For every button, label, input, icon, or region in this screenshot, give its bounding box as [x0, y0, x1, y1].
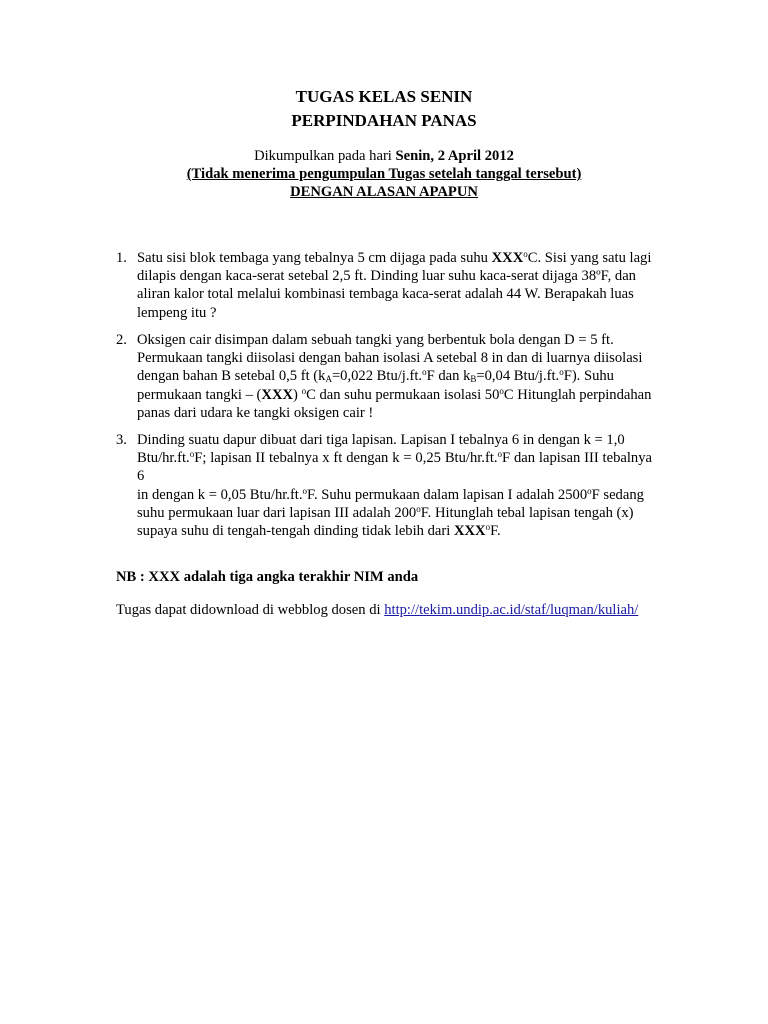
text-run: F; lapisan II tebalnya x ft dengan k = 0,25 Btu/hr.ft. [194, 450, 498, 467]
subscript: A [325, 374, 332, 385]
submission-prefix: Dikumpulkan pada hari [254, 148, 396, 164]
course-title: PERPINDAHAN PANAS [291, 111, 477, 130]
download-line [116, 601, 638, 619]
text-run: F. Suhu permukaan dalam lapisan I adalah 2500 [307, 486, 588, 503]
degree-sign: o [485, 522, 491, 533]
degree-sign: o [416, 503, 421, 514]
late-notice: (Tidak menerima pengumpulan Tugas setelah tanggal tersebut) [186, 166, 582, 182]
text-run: =0,022 Btu/j.ft. [331, 368, 423, 385]
question-line: panas dari udara ke tangki oksigen cair ! [137, 404, 374, 421]
degree-sign: o [189, 449, 195, 460]
question-line: Dinding suatu dapur dibuat dari tiga lapisan. Lapisan I tebalnya 6 in dengan k = 1,0 [137, 432, 625, 448]
text-run: C. Sisi yang satu lagi [527, 250, 652, 266]
text-run: F. [490, 523, 501, 540]
degree-sign: o [301, 385, 307, 396]
text-run: C dan suhu permukaan isolasi 50 [306, 386, 500, 403]
text-run: supaya suhu di tengah-tengah dinding tidak lebih dari [137, 523, 454, 540]
question-line: Permukaan tangki diisolasi dengan bahan isolasi A setebal 8 in dan di luarnya diisolasi [137, 350, 643, 367]
text-run: Btu/hr.ft. [137, 450, 190, 467]
submission-date: Senin, 2 April 2012 [395, 148, 514, 164]
nim-placeholder: XXX [453, 523, 486, 540]
question-line [137, 522, 652, 540]
question-line [137, 449, 652, 485]
text-run: dengan bahan B setebal 0,5 ft (k [137, 368, 326, 385]
subscript: B [470, 374, 477, 385]
submission-line [0, 147, 768, 165]
text-run: F. Hitunglah tebal lapisan tengah (x) [420, 504, 634, 521]
text-run: suhu permukaan luar dari lapisan III adalah 200 [137, 504, 417, 521]
text-run: F sedang [591, 486, 644, 503]
late-notice-emphasis: DENGAN ALASAN APAPUN [290, 184, 478, 200]
degree-sign: o [523, 249, 528, 259]
text-run: ) [293, 386, 302, 403]
question-line [137, 386, 652, 404]
question-number: 2. [116, 332, 127, 348]
text-run: F dan lapisan III tebalnya 6 [137, 450, 652, 485]
question-number: 3. [116, 432, 127, 448]
degree-sign: o [422, 367, 427, 378]
nim-note: NB : XXX adalah tiga angka terakhir NIM anda [116, 569, 419, 585]
question-line: Oksigen cair disimpan dalam sebuah tangki yang berbentuk bola dengan D = 5 ft. [137, 332, 614, 348]
question-line [137, 504, 652, 522]
text-run: Satu sisi blok tembaga yang tebalnya 5 cm dijaga pada suhu [137, 250, 492, 266]
question-number: 1. [116, 250, 127, 266]
question-text [137, 249, 652, 322]
download-prefix: Tugas dapat didownload di webblog dosen di [116, 602, 385, 618]
question-line: dilapis dengan kaca-serat setebal 2,5 ft. Dinding luar suhu kaca-serat dijaga 38ºF, dan [137, 268, 636, 285]
question-text [137, 431, 652, 540]
degree-sign: o [559, 367, 564, 378]
document-title: TUGAS KELAS SENIN [295, 87, 473, 106]
degree-sign: o [499, 385, 504, 396]
question-line [137, 249, 652, 267]
text-run: in dengan k = 0,05 Btu/hr.ft. [137, 486, 303, 503]
degree-sign: o [497, 449, 503, 460]
blog-link[interactable]: http://tekim.undip.ac.id/staf/luqman/kuliah/ [384, 602, 639, 618]
text-run: F). Suhu [563, 368, 614, 385]
text-run: permukaan tangki – ( [137, 386, 262, 403]
text-run: F dan k [426, 368, 471, 385]
question-line [137, 486, 652, 504]
question-text [137, 331, 652, 422]
text-run: =0,04 Btu/j.ft. [476, 368, 560, 385]
nim-placeholder: XXX [491, 250, 524, 266]
question-line [137, 367, 652, 385]
degree-sign: o [302, 485, 308, 496]
nim-placeholder: XXX [261, 386, 294, 403]
question-line: lempeng itu ? [137, 304, 217, 321]
question-line: aliran kalor total melalui kombinasi tembaga kaca-serat adalah 44 W. Berapakah luas [137, 286, 634, 303]
text-run: C Hitunglah perpindahan [503, 386, 652, 403]
degree-sign: o [587, 485, 592, 496]
